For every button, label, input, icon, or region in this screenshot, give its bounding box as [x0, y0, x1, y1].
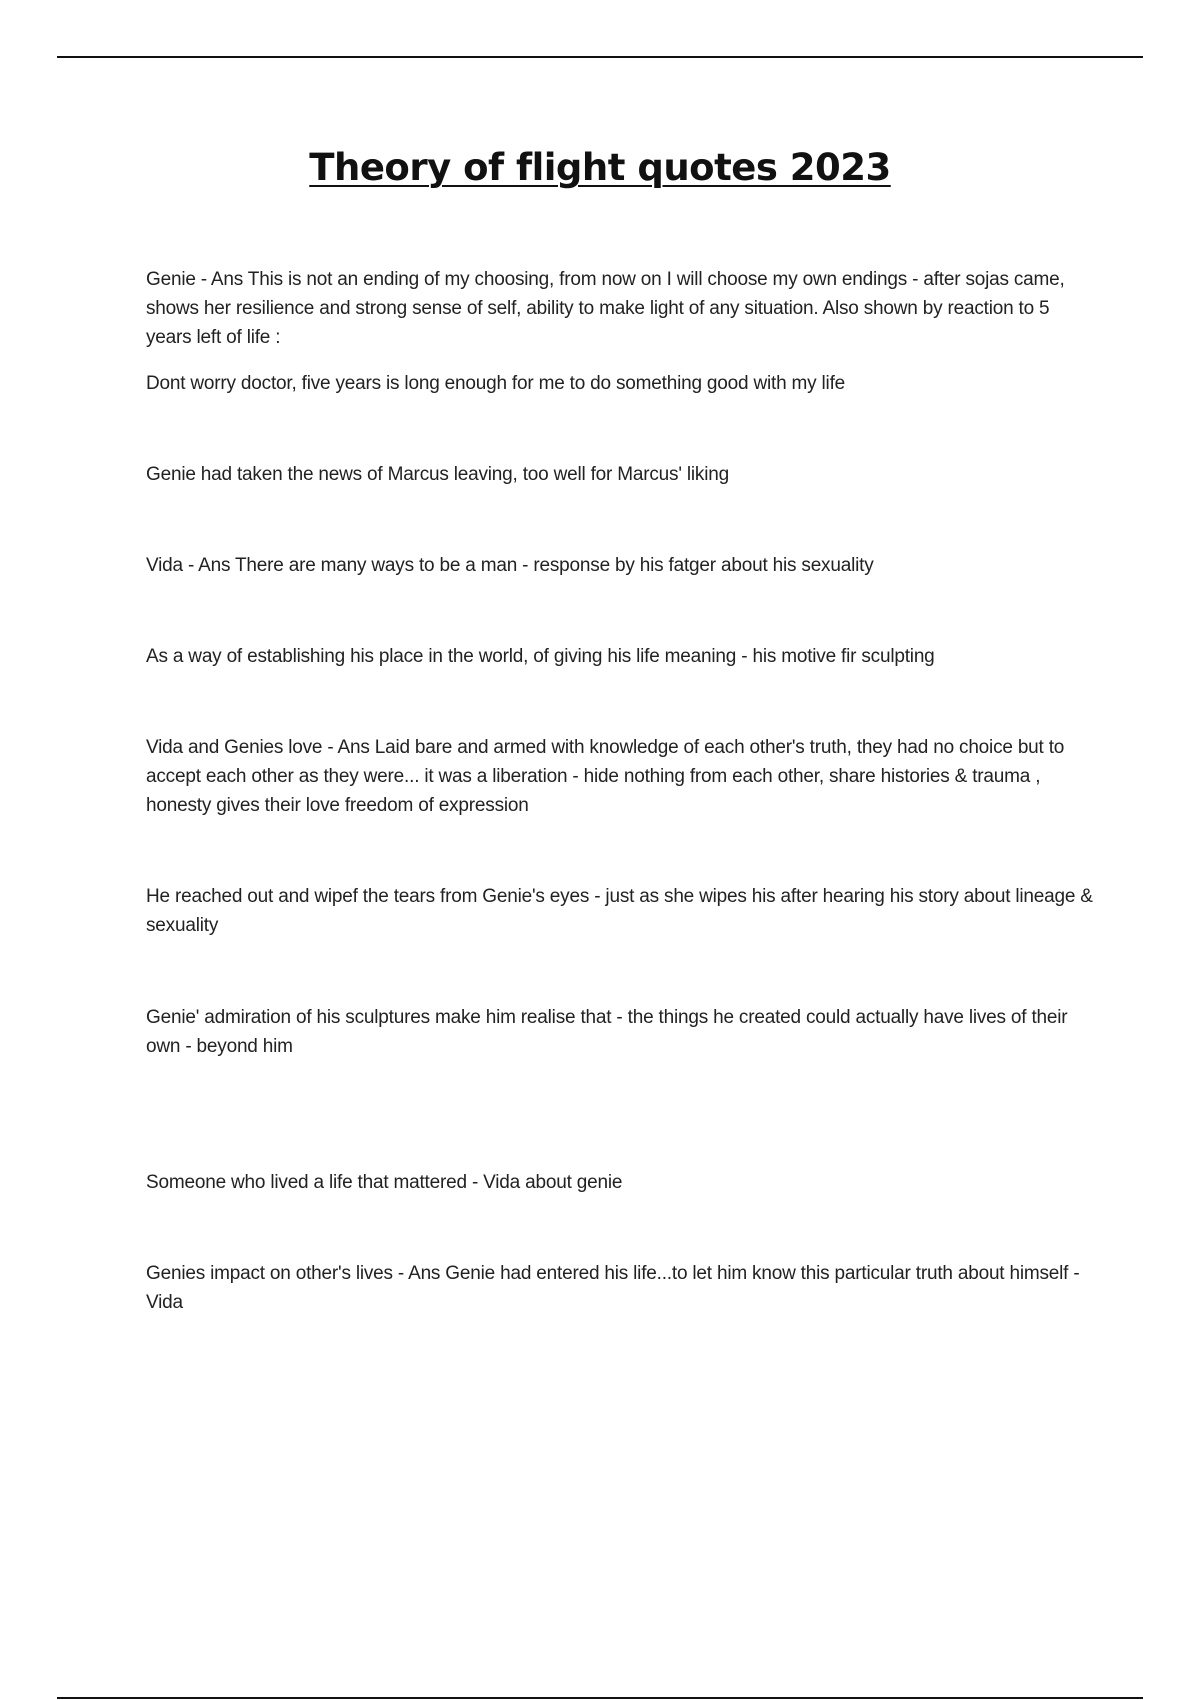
quote-paragraph: Dont worry doctor, five years is long enough for me to do something good with my life [146, 373, 846, 394]
top-divider [57, 56, 1143, 58]
quote-paragraph: Vida - Ans There are many ways to be a man - response by his fatger about his sexuality [146, 555, 874, 576]
quote-paragraph: Genie - Ans This is not an ending of my choosing, from now on I will choose my own endings - after sojas came, shows her resilience and strong sense of self, ability to make light of any situation. Also shown by reaction to 5 years left of life : [146, 269, 1065, 348]
quote-paragraph: He reached out and wipef the tears from Genie's eyes - just as she wipes his after hearing his story about lineage & sexuality [146, 886, 1093, 936]
quote-paragraph: As a way of establishing his place in the world, of giving his life meaning - his motive fir sculpting [146, 646, 935, 667]
quote-paragraph: Someone who lived a life that mattered - Vida about genie [146, 1172, 623, 1193]
document-title: Theory of flight quotes 2023 [309, 146, 891, 189]
quote-paragraph: Genie' admiration of his sculptures make him realise that - the things he created could actually have lives of their own - beyond him [146, 1007, 1068, 1057]
bottom-divider [57, 1697, 1143, 1699]
quote-paragraph: Genie had taken the news of Marcus leaving, too well for Marcus' liking [146, 464, 729, 485]
quote-paragraph: Genies impact on other's lives - Ans Genie had entered his life...to let him know this particular truth about himself - Vida [146, 1263, 1080, 1313]
quote-paragraph: Vida and Genies love - Ans Laid bare and armed with knowledge of each other's truth, they had no choice but to accept each other as they were... it was a liberation - hide nothing from each other, share histories & trauma , honesty gives their love freedom of expression [146, 737, 1065, 816]
